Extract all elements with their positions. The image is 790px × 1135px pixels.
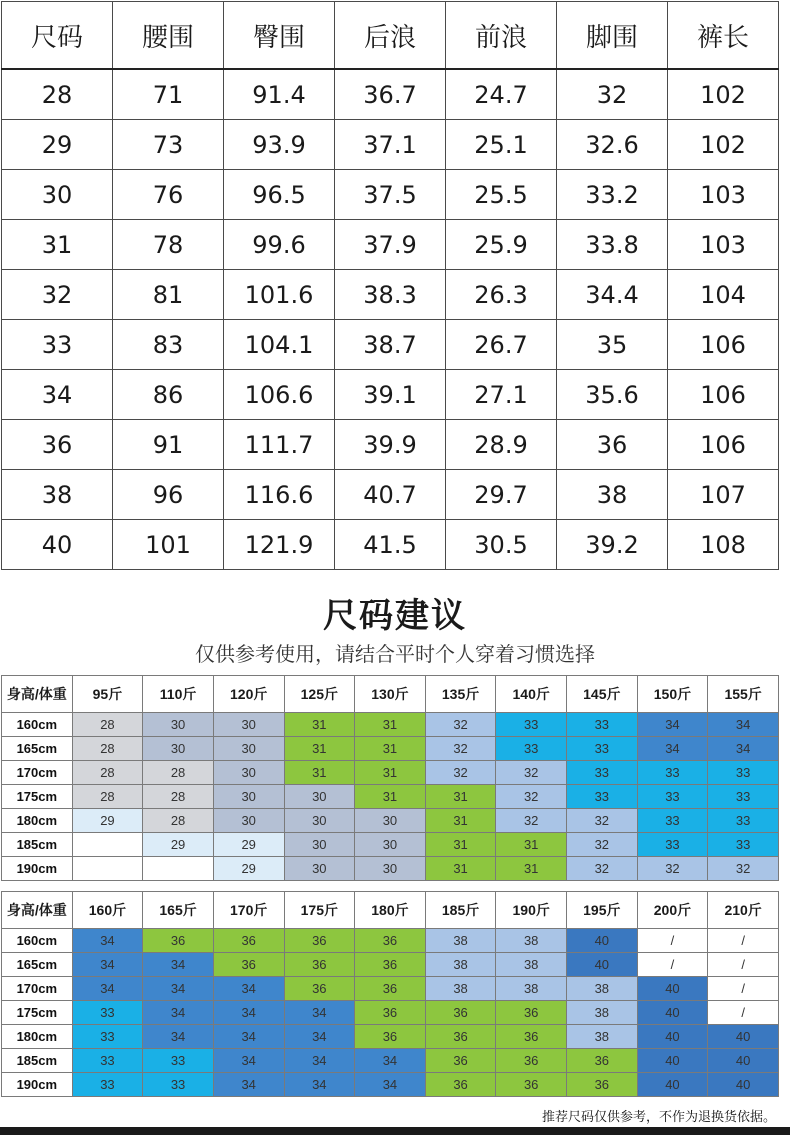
recommended-size-cell: 30 (213, 761, 284, 785)
recommended-size-cell: 33 (567, 785, 638, 809)
size-table-cell: 106.6 (224, 370, 335, 420)
recommended-size-cell: 34 (284, 1073, 355, 1097)
size-table-cell: 40.7 (335, 470, 446, 520)
size-table-cell: 25.5 (446, 170, 557, 220)
recommended-size-cell: 38 (425, 977, 496, 1001)
table-row (2, 1001, 779, 1025)
size-table-cell: 39.9 (335, 420, 446, 470)
recommended-size-cell: 36 (355, 953, 426, 977)
recommended-size-cell: 38 (425, 929, 496, 953)
recommended-size-cell: 40 (637, 977, 708, 1001)
size-table-cell: 37.1 (335, 120, 446, 170)
size-table-cell: 106 (668, 370, 779, 420)
recommended-size-cell: 31 (425, 833, 496, 857)
recommended-size-cell: 40 (708, 1025, 779, 1049)
recommended-size-cell: 40 (637, 1073, 708, 1097)
table-row (2, 420, 779, 470)
height-weight-corner-label: 身高/体重 (2, 892, 73, 929)
size-table-body (2, 69, 779, 570)
size-table-cell: 111.7 (224, 420, 335, 470)
recommended-size-cell: 36 (284, 953, 355, 977)
recommended-size-cell: 36 (213, 929, 284, 953)
recommended-size-cell: 36 (425, 1001, 496, 1025)
recommended-size-cell: / (708, 953, 779, 977)
size-table-header-cell: 尺码 (2, 2, 113, 70)
size-table-cell: 35 (557, 320, 668, 370)
height-row-header: 180cm (2, 1025, 73, 1049)
weight-column-header: 120斤 (213, 676, 284, 713)
recommended-size-cell: 33 (708, 809, 779, 833)
recommended-size-cell: 33 (143, 1073, 214, 1097)
size-table-cell: 38.7 (335, 320, 446, 370)
size-table-cell: 39.1 (335, 370, 446, 420)
recommended-size-cell: 38 (496, 929, 567, 953)
size-table-cell: 33.2 (557, 170, 668, 220)
recommended-size-cell: 33 (708, 833, 779, 857)
size-table-cell: 31 (2, 220, 113, 270)
recommended-size-cell: 38 (567, 1001, 638, 1025)
recommended-size-cell: 40 (637, 1049, 708, 1073)
size-table-header-cell: 后浪 (335, 2, 446, 70)
recommended-size-cell: 36 (425, 1049, 496, 1073)
table-row (2, 1073, 779, 1097)
size-table-cell: 104.1 (224, 320, 335, 370)
recommended-size-cell: 31 (496, 857, 567, 881)
recommended-size-cell: 40 (567, 929, 638, 953)
size-table-cell: 96 (113, 470, 224, 520)
table-row (2, 953, 779, 977)
size-table-cell: 28 (2, 69, 113, 120)
recommended-size-cell: 33 (567, 737, 638, 761)
recommended-size-cell: 33 (496, 713, 567, 737)
recommended-size-cell: 32 (567, 833, 638, 857)
weight-column-header: 165斤 (143, 892, 214, 929)
recommended-size-cell: 36 (284, 977, 355, 1001)
recommended-size-cell: 34 (72, 977, 143, 1001)
weight-column-header: 110斤 (143, 676, 214, 713)
weight-column-header: 95斤 (72, 676, 143, 713)
recommended-size-cell: 30 (213, 809, 284, 833)
recommendation-subtitle: 仅供参考使用，请结合平时个人穿着习惯选择 (195, 642, 595, 666)
recommended-size-cell: 29 (143, 833, 214, 857)
height-row-header: 190cm (2, 857, 73, 881)
size-table-cell: 71 (113, 69, 224, 120)
size-table-cell: 38 (2, 470, 113, 520)
size-table-cell: 78 (113, 220, 224, 270)
height-row-header: 170cm (2, 761, 73, 785)
recommended-size-cell: 38 (567, 1025, 638, 1049)
recommended-size-cell: / (708, 1001, 779, 1025)
height-row-header: 190cm (2, 1073, 73, 1097)
recommended-size-cell: 31 (425, 785, 496, 809)
recommended-size-cell: 28 (143, 809, 214, 833)
recommended-size-cell: 33 (637, 761, 708, 785)
height-row-header: 185cm (2, 833, 73, 857)
recommended-size-cell: 36 (355, 977, 426, 1001)
recommended-size-cell: 34 (355, 1049, 426, 1073)
size-table-cell: 93.9 (224, 120, 335, 170)
recommended-size-cell: / (637, 929, 708, 953)
recommended-size-cell: 30 (355, 809, 426, 833)
size-table-cell: 38.3 (335, 270, 446, 320)
recommended-size-cell: 34 (143, 1025, 214, 1049)
weight-header-row (2, 892, 779, 929)
size-table-cell: 33 (2, 320, 113, 370)
height-row-header: 175cm (2, 785, 73, 809)
recommended-size-cell: 38 (496, 977, 567, 1001)
size-table-cell: 33.8 (557, 220, 668, 270)
recommended-size-cell: 28 (72, 713, 143, 737)
recommended-size-cell: 33 (72, 1025, 143, 1049)
recommended-size-cell: 38 (567, 977, 638, 1001)
size-table-cell: 106 (668, 320, 779, 370)
weight-header-row (2, 676, 779, 713)
size-table-cell: 32.6 (557, 120, 668, 170)
size-table-cell: 108 (668, 520, 779, 570)
recommended-size-cell: 31 (425, 857, 496, 881)
table-row (2, 809, 779, 833)
size-table-header-cell: 臀围 (224, 2, 335, 70)
recommended-size-cell: 33 (72, 1001, 143, 1025)
height-row-header: 180cm (2, 809, 73, 833)
recommended-size-cell: 40 (637, 1025, 708, 1049)
recommended-size-cell: 31 (355, 713, 426, 737)
recommended-size-cell: 31 (284, 761, 355, 785)
recommended-size-cell: 30 (143, 737, 214, 761)
table-row (2, 69, 779, 120)
height-row-header: 165cm (2, 737, 73, 761)
size-table-cell: 107 (668, 470, 779, 520)
recommended-size-cell: 31 (355, 785, 426, 809)
recommended-size-cell: 28 (72, 785, 143, 809)
recommended-size-cell: 30 (284, 809, 355, 833)
table-row (2, 929, 779, 953)
recommended-size-cell: 34 (284, 1049, 355, 1073)
weight-column-header: 155斤 (708, 676, 779, 713)
size-table-cell: 25.9 (446, 220, 557, 270)
recommended-size-cell: 33 (637, 785, 708, 809)
table-row (2, 1025, 779, 1049)
recommended-size-cell: 29 (213, 833, 284, 857)
recommended-size-cell: 33 (637, 809, 708, 833)
size-table-cell: 99.6 (224, 220, 335, 270)
size-measurement-table (1, 1, 779, 570)
size-table-cell: 24.7 (446, 69, 557, 120)
size-table-cell: 102 (668, 120, 779, 170)
weight-column-header: 170斤 (213, 892, 284, 929)
recommended-size-cell: 31 (355, 761, 426, 785)
size-table-cell: 102 (668, 69, 779, 120)
table-row (2, 737, 779, 761)
recommended-size-cell: 33 (708, 761, 779, 785)
table-row (2, 713, 779, 737)
recommended-size-cell: 30 (284, 785, 355, 809)
table-row (2, 977, 779, 1001)
height-row-header: 160cm (2, 713, 73, 737)
recommended-size-cell: 32 (637, 857, 708, 881)
recommended-size-cell: 34 (213, 1049, 284, 1073)
weight-column-header: 200斤 (637, 892, 708, 929)
recommended-size-cell: 33 (567, 713, 638, 737)
size-table-cell: 32 (2, 270, 113, 320)
recommended-size-cell: 32 (425, 737, 496, 761)
size-table-cell: 36 (557, 420, 668, 470)
size-table-cell: 106 (668, 420, 779, 470)
recommended-size-cell: 33 (708, 785, 779, 809)
recommended-size-cell: 40 (708, 1073, 779, 1097)
weight-column-header: 195斤 (567, 892, 638, 929)
size-table-header-row (2, 2, 779, 70)
recommended-size-cell: 34 (143, 1001, 214, 1025)
recommended-size-cell: 30 (355, 833, 426, 857)
size-table-cell: 28.9 (446, 420, 557, 470)
height-row-header: 160cm (2, 929, 73, 953)
recommended-size-cell: / (708, 929, 779, 953)
size-table-cell: 76 (113, 170, 224, 220)
recommended-size-cell: 28 (72, 737, 143, 761)
recommended-size-cell: 33 (72, 1049, 143, 1073)
recommended-size-cell: / (637, 953, 708, 977)
recommended-size-cell: 30 (143, 713, 214, 737)
height-row-header: 165cm (2, 953, 73, 977)
size-table-cell: 36.7 (335, 69, 446, 120)
recommended-size-cell: 33 (496, 737, 567, 761)
size-table-cell: 121.9 (224, 520, 335, 570)
recommended-size-cell: 36 (425, 1025, 496, 1049)
size-table-cell: 86 (113, 370, 224, 420)
recommended-size-cell (143, 857, 214, 881)
size-table-cell: 26.3 (446, 270, 557, 320)
size-table-header-cell: 脚围 (557, 2, 668, 70)
recommended-size-cell: 34 (637, 737, 708, 761)
size-table-cell: 103 (668, 220, 779, 270)
size-table-cell: 38 (557, 470, 668, 520)
recommended-size-cell: 36 (355, 1025, 426, 1049)
recommended-size-cell: 31 (284, 737, 355, 761)
recommended-size-cell: 33 (567, 761, 638, 785)
size-table-cell: 37.5 (335, 170, 446, 220)
recommended-size-cell: 32 (425, 713, 496, 737)
size-table-cell: 34.4 (557, 270, 668, 320)
recommended-size-cell: 36 (143, 929, 214, 953)
recommended-size-cell: 36 (496, 1025, 567, 1049)
recommended-size-cell: 30 (213, 713, 284, 737)
recommended-size-cell: 36 (567, 1073, 638, 1097)
recommended-size-cell: 32 (567, 809, 638, 833)
recommended-size-cell: 34 (637, 713, 708, 737)
recommended-size-cell: 29 (213, 857, 284, 881)
size-table-cell: 29.7 (446, 470, 557, 520)
recommended-size-cell: 36 (355, 929, 426, 953)
size-table-cell: 103 (668, 170, 779, 220)
recommended-size-cell: 34 (213, 1025, 284, 1049)
recommended-size-cell: 31 (284, 713, 355, 737)
table-row (2, 520, 779, 570)
weight-column-header: 140斤 (496, 676, 567, 713)
recommended-size-cell: 36 (496, 1073, 567, 1097)
recommendation-title: 尺码建议 (323, 596, 467, 636)
recommended-size-cell: 31 (355, 737, 426, 761)
recommended-size-cell: 33 (637, 833, 708, 857)
recommended-size-cell: 36 (284, 929, 355, 953)
recommended-size-cell: 36 (496, 1001, 567, 1025)
size-table-header-cell: 腰围 (113, 2, 224, 70)
recommended-size-cell: 30 (213, 737, 284, 761)
table-row (2, 1049, 779, 1073)
table-row (2, 120, 779, 170)
recommended-size-cell: 30 (284, 833, 355, 857)
recommended-size-cell: 34 (355, 1073, 426, 1097)
size-table-cell: 41.5 (335, 520, 446, 570)
recommended-size-cell: 34 (143, 953, 214, 977)
size-table-header-cell: 前浪 (446, 2, 557, 70)
recommended-size-cell: 40 (567, 953, 638, 977)
recommended-size-cell: 32 (708, 857, 779, 881)
weight-column-header: 175斤 (284, 892, 355, 929)
recommended-size-cell: 36 (567, 1049, 638, 1073)
recommended-size-cell: 38 (425, 953, 496, 977)
size-table-cell: 83 (113, 320, 224, 370)
recommended-size-cell: 34 (213, 1001, 284, 1025)
table-row (2, 320, 779, 370)
weight-column-header: 130斤 (355, 676, 426, 713)
size-table-cell: 81 (113, 270, 224, 320)
recommended-size-cell: 36 (355, 1001, 426, 1025)
disclaimer-note: 推荐尺码仅供参考，不作为退换货依据。 (541, 1110, 776, 1125)
size-table-cell: 26.7 (446, 320, 557, 370)
recommended-size-cell: 32 (496, 809, 567, 833)
recommended-size-cell: 40 (637, 1001, 708, 1025)
size-table-cell: 40 (2, 520, 113, 570)
recommended-size-cell (72, 833, 143, 857)
size-table-cell: 39.2 (557, 520, 668, 570)
recommended-size-cell (72, 857, 143, 881)
size-table-cell: 34 (2, 370, 113, 420)
size-table-cell: 36 (2, 420, 113, 470)
weight-column-header: 145斤 (567, 676, 638, 713)
recommended-size-cell: 34 (213, 977, 284, 1001)
height-row-header: 175cm (2, 1001, 73, 1025)
table-row (2, 270, 779, 320)
recommended-size-cell: 34 (284, 1025, 355, 1049)
recommended-size-cell: 31 (425, 809, 496, 833)
recommended-size-cell: 34 (72, 929, 143, 953)
recommended-size-cell: 36 (425, 1073, 496, 1097)
recommended-size-cell: 34 (72, 953, 143, 977)
table-row (2, 170, 779, 220)
size-table-cell: 91.4 (224, 69, 335, 120)
recommended-size-cell: 33 (72, 1073, 143, 1097)
weight-column-header: 210斤 (708, 892, 779, 929)
recommended-size-cell: 38 (496, 953, 567, 977)
size-table-cell: 29 (2, 120, 113, 170)
size-table-cell: 32 (557, 69, 668, 120)
size-table-cell: 30 (2, 170, 113, 220)
recommended-size-cell: 28 (143, 785, 214, 809)
recommended-size-cell: 32 (496, 761, 567, 785)
recommended-size-cell: 34 (708, 737, 779, 761)
recommended-size-cell: 36 (213, 953, 284, 977)
table-row (2, 785, 779, 809)
recommended-size-cell: 30 (355, 857, 426, 881)
size-table-cell: 101.6 (224, 270, 335, 320)
size-table-cell: 35.6 (557, 370, 668, 420)
size-table-cell: 37.9 (335, 220, 446, 270)
recommended-size-cell: 36 (496, 1049, 567, 1073)
size-table-cell: 73 (113, 120, 224, 170)
weight-column-header: 150斤 (637, 676, 708, 713)
size-table-cell: 101 (113, 520, 224, 570)
height-row-header: 170cm (2, 977, 73, 1001)
weight-column-header: 180斤 (355, 892, 426, 929)
recommended-size-cell: 34 (284, 1001, 355, 1025)
weight-column-header: 135斤 (425, 676, 496, 713)
size-recommendation-grid-light (1, 675, 779, 881)
height-weight-corner-label: 身高/体重 (2, 676, 73, 713)
table-row (2, 833, 779, 857)
weight-column-header: 160斤 (72, 892, 143, 929)
recommended-size-cell: / (708, 977, 779, 1001)
recommended-size-cell: 30 (213, 785, 284, 809)
size-table-cell: 25.1 (446, 120, 557, 170)
table-row (2, 220, 779, 270)
size-table-cell: 30.5 (446, 520, 557, 570)
recommended-size-cell: 40 (708, 1049, 779, 1073)
recommended-size-cell: 32 (496, 785, 567, 809)
table-row (2, 761, 779, 785)
size-table-cell: 91 (113, 420, 224, 470)
recommended-size-cell: 34 (708, 713, 779, 737)
recommended-size-cell: 34 (143, 977, 214, 1001)
size-table-header-cell: 裤长 (668, 2, 779, 70)
weight-column-header: 125斤 (284, 676, 355, 713)
recommended-size-cell: 33 (143, 1049, 214, 1073)
recommended-size-cell: 34 (213, 1073, 284, 1097)
weight-column-header: 190斤 (496, 892, 567, 929)
height-row-header: 185cm (2, 1049, 73, 1073)
recommended-size-cell: 32 (425, 761, 496, 785)
weight-column-header: 185斤 (425, 892, 496, 929)
table-row (2, 370, 779, 420)
table-row (2, 470, 779, 520)
recommended-size-cell: 32 (567, 857, 638, 881)
recommended-size-cell: 28 (72, 761, 143, 785)
table-row (2, 857, 779, 881)
size-table-cell: 116.6 (224, 470, 335, 520)
size-table-cell: 104 (668, 270, 779, 320)
recommended-size-cell: 28 (143, 761, 214, 785)
recommended-size-cell: 31 (496, 833, 567, 857)
size-table-cell: 96.5 (224, 170, 335, 220)
recommended-size-cell: 30 (284, 857, 355, 881)
size-table-cell: 27.1 (446, 370, 557, 420)
size-recommendation-grid-heavy (1, 891, 779, 1097)
bottom-divider (0, 1127, 790, 1135)
recommended-size-cell: 29 (72, 809, 143, 833)
